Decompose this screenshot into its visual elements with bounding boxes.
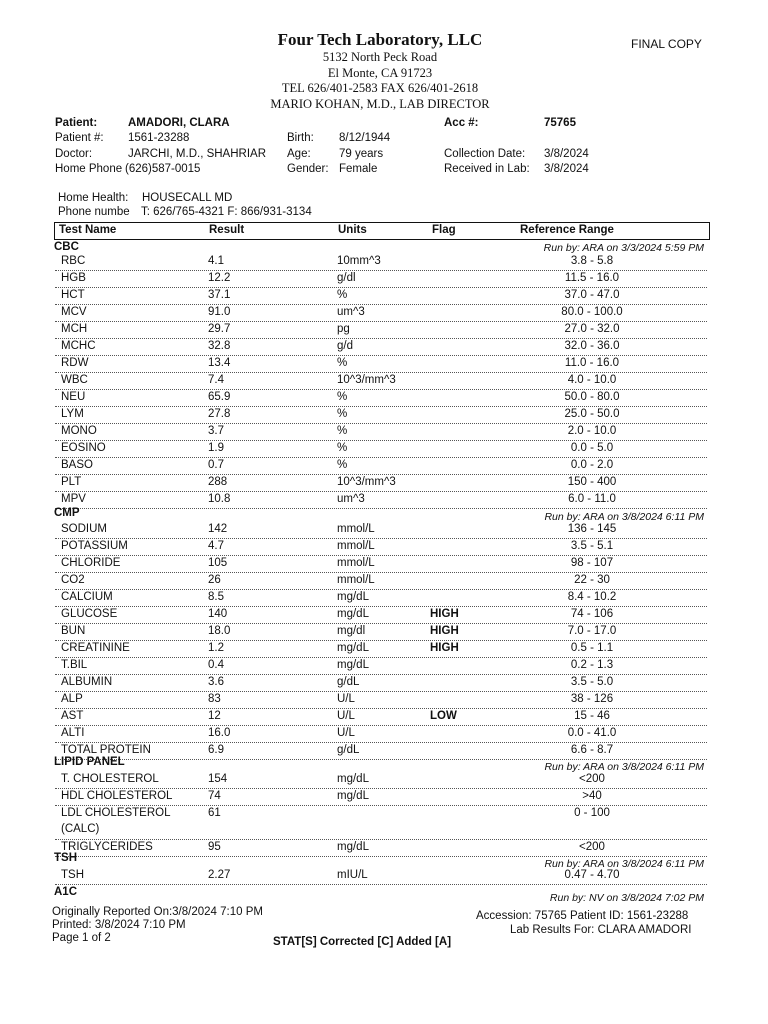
section-title-cmp: CMP — [54, 507, 80, 519]
page-number: Page 1 of 2 — [52, 932, 111, 944]
reference-range: 25.0 - 50.0 — [564, 408, 620, 420]
reference-range: <200 — [579, 841, 605, 853]
table-row — [55, 355, 707, 373]
test-result: 3.7 — [208, 425, 224, 437]
header-units: Units — [338, 224, 367, 236]
reference-range: 15 - 46 — [574, 710, 610, 722]
test-name: TSH — [61, 869, 84, 881]
reference-range: 38 - 126 — [570, 693, 614, 705]
reference-range: <200 — [579, 773, 605, 785]
run-by-cbc: Run by: ARA on 3/3/2024 5:59 PM — [543, 242, 704, 254]
reference-range: 22 - 30 — [574, 574, 610, 586]
test-name: LYM — [61, 408, 84, 420]
test-flag: HIGH — [430, 642, 459, 654]
age-label: Age: — [287, 148, 311, 160]
test-units: 10mm^3 — [337, 255, 381, 267]
table-row — [55, 867, 707, 885]
reference-range: 0.5 - 1.1 — [570, 642, 614, 654]
test-units: g/dl — [337, 272, 356, 284]
reference-range: 74 - 106 — [570, 608, 614, 620]
birth-date: 8/12/1944 — [339, 132, 391, 144]
header-flag: Flag — [432, 224, 456, 236]
test-units: mg/dL — [337, 642, 369, 654]
acc-number: 75765 — [544, 117, 576, 129]
reference-range: 32.0 - 36.0 — [564, 340, 620, 352]
test-result: 2.27 — [208, 869, 231, 881]
test-units: U/L — [337, 693, 355, 705]
reference-range: 3.8 - 5.8 — [570, 255, 614, 267]
test-result: 27.8 — [208, 408, 231, 420]
run-by-tsh: Run by: ARA on 3/8/2024 6:11 PM — [544, 858, 704, 870]
table-row — [55, 691, 707, 709]
test-result: 140 — [208, 608, 228, 620]
test-result: 4.7 — [208, 540, 224, 552]
test-units: mg/dL — [337, 591, 369, 603]
test-units: mg/dL — [337, 659, 369, 671]
test-name: ALBUMIN — [61, 676, 113, 688]
reference-range: 2.0 - 10.0 — [567, 425, 617, 437]
test-result: 29.7 — [208, 323, 231, 335]
collection-date: 3/8/2024 — [544, 148, 589, 160]
reference-range: 0.0 - 41.0 — [567, 727, 617, 739]
table-row — [55, 572, 707, 590]
lab-name: Four Tech Laboratory, LLC — [277, 30, 483, 49]
patient-label: Patient: — [55, 117, 98, 129]
test-result: 0.4 — [208, 659, 224, 671]
table-row — [55, 287, 707, 305]
lab-results-for: Lab Results For: CLARA AMADORI — [510, 924, 692, 936]
reference-range: 11.5 - 16.0 — [564, 272, 620, 284]
test-name: RDW — [61, 357, 89, 369]
test-name: WBC — [61, 374, 88, 386]
test-name: CREATININE — [61, 642, 130, 654]
test-units: g/d — [337, 340, 353, 352]
table-row — [55, 457, 707, 475]
reference-range: 0.0 - 2.0 — [570, 459, 614, 471]
table-row — [55, 406, 707, 424]
lab-address-1: 5132 North Peck Road — [322, 50, 438, 64]
table-row — [55, 788, 707, 806]
test-units: mmol/L — [337, 540, 375, 552]
section-title-lipid: LIPID PANEL — [54, 756, 125, 768]
doctor-name: JARCHI, M.D., SHAHRIAR — [128, 148, 267, 160]
test-result: 8.5 — [208, 591, 224, 603]
reference-range: 3.5 - 5.1 — [570, 540, 614, 552]
doctor-label: Doctor: — [55, 148, 93, 160]
test-flag: HIGH — [430, 625, 459, 637]
test-name: MCH — [61, 323, 88, 335]
test-name: GLUCOSE — [61, 608, 118, 620]
test-result: 12 — [208, 710, 221, 722]
collection-date-label: Collection Date: — [444, 148, 526, 160]
test-units: % — [337, 289, 348, 301]
reference-range: 0 - 100 — [574, 807, 610, 819]
patient-number-label: Patient #: — [55, 132, 104, 144]
reference-range: 6.6 - 8.7 — [570, 744, 614, 756]
test-result: 61 — [208, 807, 221, 819]
test-flag: HIGH — [430, 608, 459, 620]
table-row — [55, 606, 707, 624]
test-result: 0.7 — [208, 459, 224, 471]
test-result: 18.0 — [208, 625, 231, 637]
test-name: EOSINO — [61, 442, 106, 454]
status-legend: STAT[S] Corrected [C] Added [A] — [273, 936, 452, 948]
phone-number-value: T: 626/765-4321 F: 866/931-3134 — [141, 206, 312, 218]
run-by-cmp: Run by: ARA on 3/8/2024 6:11 PM — [544, 511, 704, 523]
test-result: 13.4 — [208, 357, 231, 369]
reference-range: 50.0 - 80.0 — [564, 391, 620, 403]
table-row — [55, 623, 707, 641]
table-row — [55, 742, 707, 760]
test-result: 37.1 — [208, 289, 231, 301]
reference-range: 0.0 - 5.0 — [570, 442, 614, 454]
test-units: 10^3/mm^3 — [337, 374, 396, 386]
test-units: U/L — [337, 727, 355, 739]
lab-header — [180, 30, 580, 112]
test-name: HCT — [61, 289, 85, 301]
test-units: mIU/L — [337, 869, 368, 881]
home-phone-label: Home Phone — [55, 163, 123, 175]
test-flag: LOW — [430, 710, 457, 722]
test-name: TRIGLYCERIDES — [61, 841, 153, 853]
test-name: CHLORIDE — [61, 557, 121, 569]
test-name-line-2: (CALC) — [61, 823, 100, 835]
test-result: 105 — [208, 557, 228, 569]
lab-address-2: El Monte, CA 91723 — [327, 65, 433, 80]
test-name: LDL CHOLESTEROL — [61, 807, 171, 819]
patient-number: 1561-23288 — [128, 132, 190, 144]
test-name: BASO — [61, 459, 93, 471]
table-row — [55, 372, 707, 390]
test-units: mmol/L — [337, 574, 375, 586]
table-row — [55, 474, 707, 492]
originally-reported: Originally Reported On:3/8/2024 7:10 PM — [52, 906, 263, 918]
table-row — [55, 805, 707, 840]
test-units: U/L — [337, 710, 355, 722]
table-row — [55, 389, 707, 407]
test-name: CO2 — [61, 574, 85, 586]
table-row — [55, 771, 707, 789]
test-result: 7.4 — [208, 374, 224, 386]
table-row — [55, 725, 707, 743]
test-name: HGB — [61, 272, 86, 284]
table-row — [55, 491, 707, 509]
lab-director: MARIO KOHAN, M.D., LAB DIRECTOR — [270, 96, 490, 111]
age-value: 79 years — [339, 148, 384, 160]
test-units: um^3 — [337, 306, 365, 318]
test-result: 4.1 — [208, 255, 224, 267]
test-units: % — [337, 425, 348, 437]
received-date: 3/8/2024 — [544, 163, 589, 175]
section-title-a1c: A1C — [54, 886, 78, 898]
reference-range: 7.0 - 17.0 — [567, 625, 617, 637]
test-name: HDL CHOLESTEROL — [61, 790, 173, 802]
reference-range: 11.0 - 16.0 — [564, 357, 620, 369]
table-row — [55, 270, 707, 288]
table-row — [55, 423, 707, 441]
test-units: mmol/L — [337, 557, 375, 569]
test-units: % — [337, 408, 348, 420]
reference-range: 6.0 - 11.0 — [568, 493, 616, 505]
reference-range: 80.0 - 100.0 — [561, 306, 623, 318]
header-reference-range: Reference Range — [520, 224, 614, 236]
test-result: 26 — [208, 574, 221, 586]
table-row — [55, 304, 707, 322]
test-units: % — [337, 391, 348, 403]
test-name: ALTI — [61, 727, 85, 739]
run-by-lipid: Run by: ARA on 3/8/2024 6:11 PM — [544, 761, 704, 773]
test-name: ALP — [61, 693, 83, 705]
test-units: % — [337, 459, 348, 471]
test-result: 1.9 — [208, 442, 224, 454]
header-test-name: Test Name — [59, 224, 117, 236]
reference-range: 8.4 - 10.2 — [567, 591, 617, 603]
header-result: Result — [209, 224, 245, 236]
test-result: 142 — [208, 523, 228, 535]
reference-range: 136 - 145 — [567, 523, 617, 535]
birth-label: Birth: — [287, 132, 314, 144]
test-name: T.BIL — [61, 659, 88, 671]
reference-range: >40 — [582, 790, 602, 802]
reference-range: 98 - 107 — [570, 557, 614, 569]
test-result: 95 — [208, 841, 221, 853]
reference-range: 27.0 - 32.0 — [564, 323, 620, 335]
test-units: um^3 — [337, 493, 365, 505]
results-table-header — [54, 222, 710, 240]
test-name: CALCIUM — [61, 591, 113, 603]
test-result: 154 — [208, 773, 228, 785]
test-units: % — [337, 442, 348, 454]
phone-number-label: Phone numbe — [58, 206, 130, 218]
test-units: mg/dL — [337, 773, 369, 785]
reference-range: 0.2 - 1.3 — [570, 659, 614, 671]
reference-range: 150 - 400 — [567, 476, 617, 488]
test-name: T. CHOLESTEROL — [61, 773, 159, 785]
test-units: mmol/L — [337, 523, 375, 535]
lab-phone: TEL 626/401-2583 FAX 626/401-2618 — [281, 81, 479, 95]
patient-name: AMADORI, CLARA — [128, 117, 230, 129]
test-result: 16.0 — [208, 727, 231, 739]
test-result: 91.0 — [208, 306, 231, 318]
gender-value: Female — [339, 163, 378, 175]
run-by-a1c: Run by: NV on 3/8/2024 7:02 PM — [549, 892, 704, 904]
test-units: mg/dL — [337, 608, 369, 620]
test-result: 1.2 — [208, 642, 224, 654]
test-name: BUN — [61, 625, 86, 637]
accession-patient-id: Accession: 75765 Patient ID: 1561-23288 — [476, 910, 689, 922]
test-name: MCHC — [61, 340, 96, 352]
test-result: 83 — [208, 693, 221, 705]
table-row — [55, 521, 707, 539]
table-row — [55, 321, 707, 339]
test-units: 10^3/mm^3 — [337, 476, 396, 488]
test-result: 6.9 — [208, 744, 224, 756]
table-row — [55, 338, 707, 356]
received-label: Received in Lab: — [444, 163, 530, 175]
test-name: SODIUM — [61, 523, 107, 535]
test-result: 65.9 — [208, 391, 231, 403]
test-units: g/dL — [337, 676, 360, 688]
table-row — [55, 589, 707, 607]
section-title-cbc: CBC — [54, 241, 79, 253]
reference-range: 0.47 - 4.70 — [564, 869, 620, 881]
test-name: NEU — [61, 391, 86, 403]
table-row — [55, 253, 707, 271]
test-units: pg — [337, 323, 350, 335]
test-name: TOTAL PROTEIN — [61, 744, 151, 756]
acc-label: Acc #: — [444, 117, 479, 129]
home-health-label: Home Health: — [58, 192, 129, 204]
test-result: 12.2 — [208, 272, 231, 284]
test-units: mg/dL — [337, 841, 369, 853]
reference-range: 37.0 - 47.0 — [564, 289, 620, 301]
home-phone: (626)587-0015 — [125, 163, 201, 175]
section-title-tsh: TSH — [54, 852, 77, 864]
test-units: % — [337, 357, 348, 369]
test-name: MPV — [61, 493, 86, 505]
test-result: 288 — [208, 476, 228, 488]
test-result: 74 — [208, 790, 221, 802]
table-row — [55, 708, 707, 726]
table-row — [55, 538, 707, 556]
test-name: MONO — [61, 425, 97, 437]
gender-label: Gender: — [287, 163, 329, 175]
home-health-value: HOUSECALL MD — [142, 192, 233, 204]
reference-range: 3.5 - 5.0 — [570, 676, 614, 688]
table-row — [55, 674, 707, 692]
test-result: 3.6 — [208, 676, 224, 688]
test-result: 32.8 — [208, 340, 231, 352]
test-name: RBC — [61, 255, 86, 267]
test-name: AST — [61, 710, 84, 722]
table-row — [55, 555, 707, 573]
reference-range: 4.0 - 10.0 — [567, 374, 617, 386]
table-row — [55, 640, 707, 658]
final-copy-label: FINAL COPY — [631, 37, 702, 51]
table-row — [55, 440, 707, 458]
test-units: mg/dl — [337, 625, 366, 637]
table-row — [55, 657, 707, 675]
test-name: MCV — [61, 306, 87, 318]
table-row — [55, 839, 707, 857]
test-units: g/dL — [337, 744, 360, 756]
printed-date: Printed: 3/8/2024 7:10 PM — [52, 919, 186, 931]
test-result: 10.8 — [208, 493, 231, 505]
test-name: POTASSIUM — [61, 540, 128, 552]
test-units: mg/dL — [337, 790, 369, 802]
test-name: PLT — [61, 476, 82, 488]
